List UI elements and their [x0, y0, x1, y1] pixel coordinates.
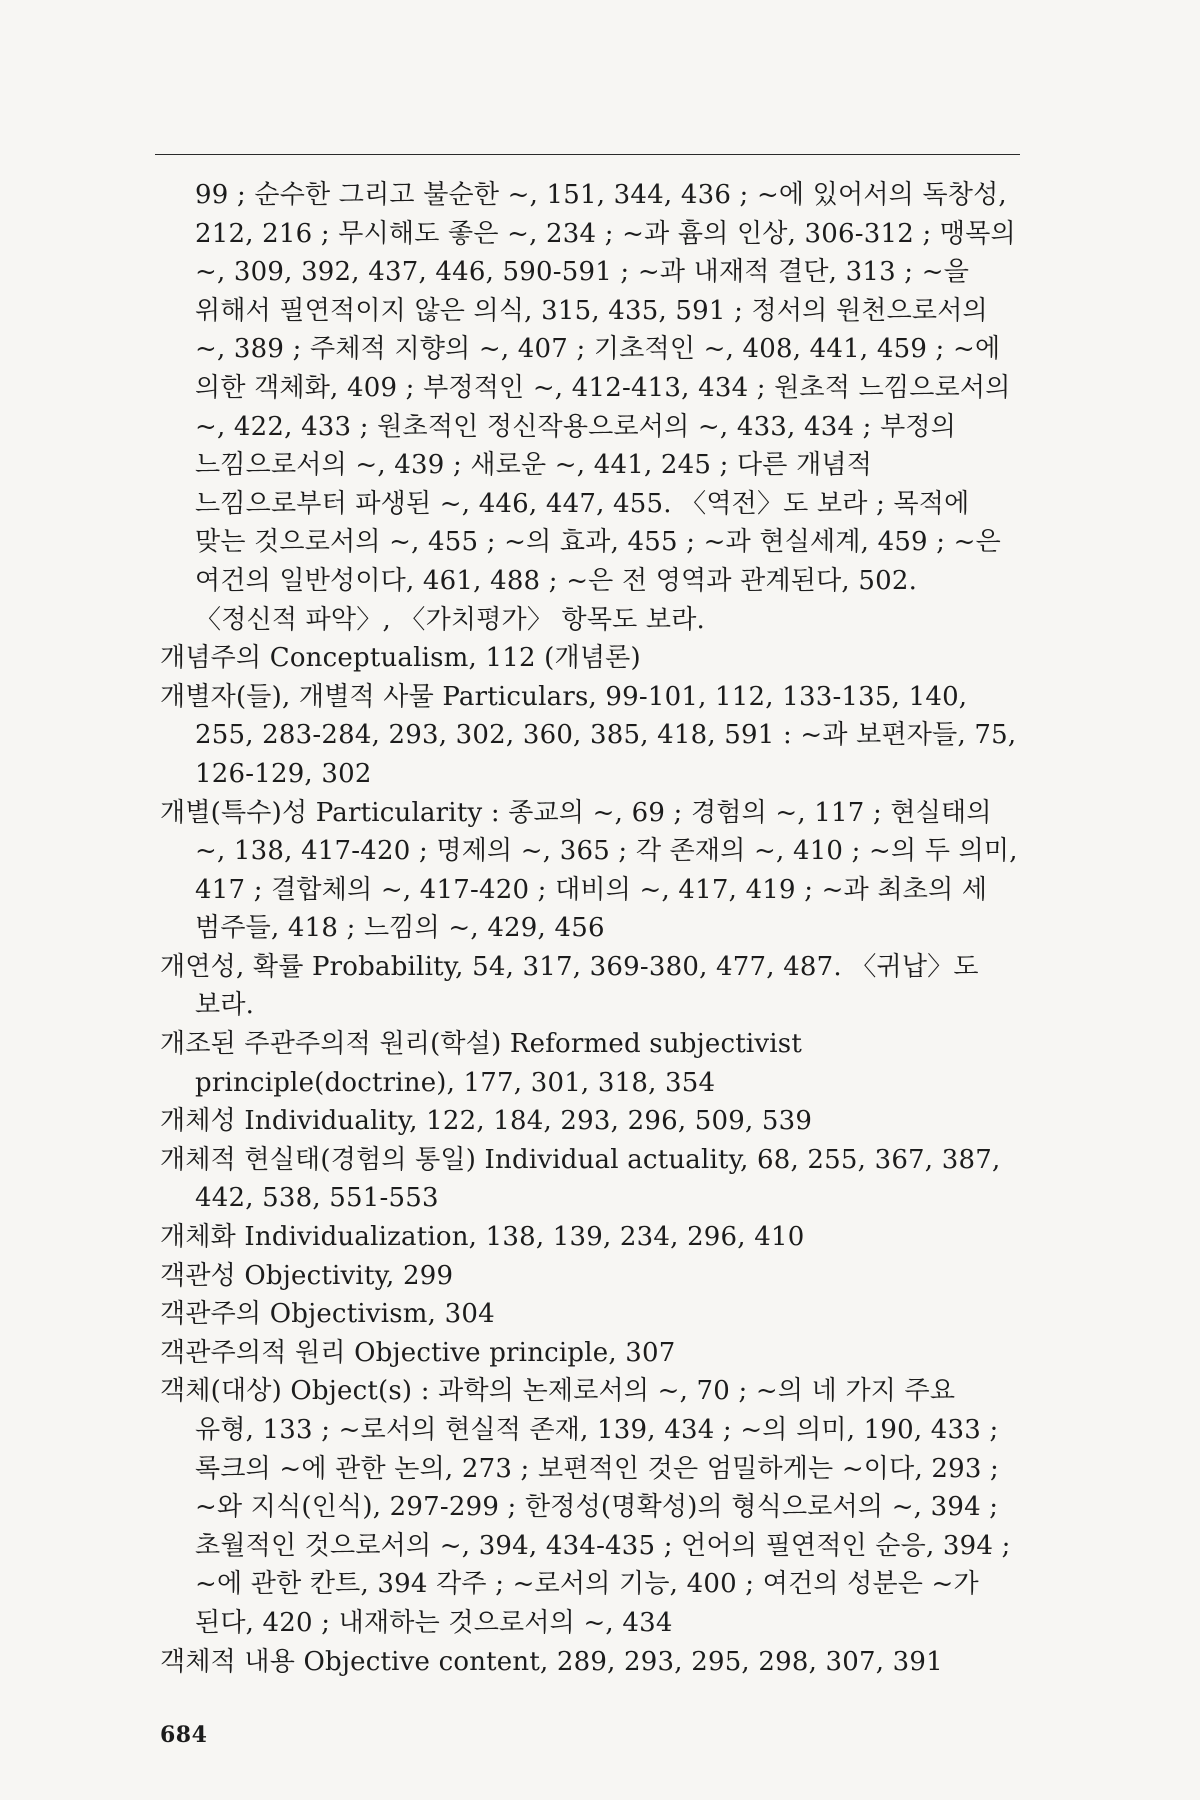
index-entry: 개체화 Individualization, 138, 139, 234, 296, 410 — [160, 1222, 805, 1253]
index-entry: 개념주의 Conceptualism, 112 (개념론) — [160, 643, 641, 674]
index-entry: 객체(대상) Object(s) : 과학의 논제로서의 ~, 70 ; ~의 네 가지 주요 유형, 133 ; ~로서의 현실적 존재, 139, 434 ; ~의 의미, 190, 433 ; 록크의 ~에 관한 논의, 273 ; 보편적인 것은 엄밀하게는 ~이다, 293 ; ~와 지식(인식), 297-299 ; 한정성(명확성)의 형식으로서의 ~, 394 ; 초월적인 것으로서의 ~, 394, 434-435 ; 언어의 필연적인 순응, 394 ; ~에 관한 칸트, 394 각주 ; ~로서의 기능, 400 ; 여건의 성분은 ~가 된다, 420 ; 내재하는 것으로서의 ~, 434 — [160, 1376, 1011, 1638]
index-entry: 객관성 Objectivity, 299 — [160, 1260, 454, 1291]
page-number: 684 — [160, 1722, 208, 1748]
index-entry: 개별자(들), 개별적 사물 Particulars, 99-101, 112, 133-135, 140, 255, 283-284, 293, 302, 360, 385, 418, 591 : ~과 보편자들, 75, 126-129, 302 — [160, 681, 1017, 789]
index-entry-continued: 99 ; 순수한 그리고 불순한 ~, 151, 344, 436 ; ~에 있어서의 독창성, 212, 216 ; 무시해도 좋은 ~, 234 ; ~과 흄의 인상, 306-312 ; 맹목의 ~, 309, 392, 437, 446, 590-591 ; ~과 내재적 결단, 313 ; ~을 위해서 필연적이지 않은 의식, 315, 435, 591 ; 정서의 원천으로서의 ~, 389 ; 주체적 지향의 ~, 407 ; 기초적인 ~, 408, 441, 459 ; ~에 의한 객체화, 409 ; 부정적인 ~, 412-413, 434 ; 원초적 느낌으로서의 ~, 422, 433 ; 원초적인 정신작용으로서의 ~, 433, 434 ; 부정의 느낌으로서의 ~, 439 ; 새로운 ~, 441, 245 ; 다른 개념적 느낌으로부터 파생된 ~, 446, 447, 455. 〈역전〉도 보라 ; 목적에 맞는 것으로서의 ~, 455 ; ~의 효과, 455 ; ~과 현실세계, 459 ; ~은 여건의 일반성이다, 461, 488 ; ~은 전 영역과 관계된다, 502. 〈정신적 파악〉, 〈가치평가〉 항목도 보라. — [195, 180, 1016, 635]
index-entry: 개체적 현실태(경험의 통일) Individual actuality, 68, 255, 367, 387, 442, 538, 551-553 — [160, 1144, 1001, 1214]
index-entry: 개체성 Individuality, 122, 184, 293, 296, 509, 539 — [160, 1106, 813, 1137]
index-entry: 객체적 내용 Objective content, 289, 293, 295, 298, 307, 391 — [160, 1646, 943, 1677]
index-list — [160, 176, 1022, 1681]
index-entry: 객관주의 Objectivism, 304 — [160, 1299, 495, 1330]
header-rule — [155, 154, 1020, 155]
index-entry: 개연성, 확률 Probability, 54, 317, 369-380, 477, 487. 〈귀납〉도 보라. — [160, 951, 979, 1021]
index-entry: 개조된 주관주의적 원리(학설) Reformed subjectivist principle(doctrine), 177, 301, 318, 354 — [160, 1029, 802, 1098]
index-entry: 개별(특수)성 Particularity : 종교의 ~, 69 ; 경험의 ~, 117 ; 현실태의 ~, 138, 417-420 ; 명제의 ~, 365 ; 각 존재의 ~, 410 ; ~의 두 의미, 417 ; 결합체의 ~, 417-420 ; 대비의 ~, 417, 419 ; ~과 최초의 세 범주들, 418 ; 느낌의 ~, 429, 456 — [160, 797, 1018, 944]
index-entry: 객관주의적 원리 Objective principle, 307 — [160, 1337, 676, 1368]
